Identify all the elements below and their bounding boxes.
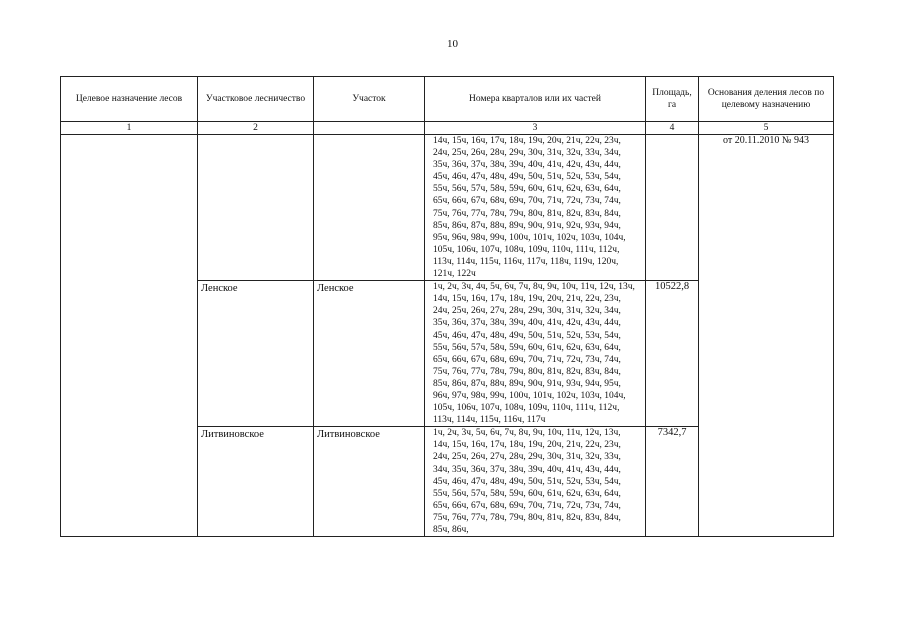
header-quarters: Номера кварталов или их частей (425, 77, 646, 122)
header-forestry: Участковое лесничество (198, 77, 314, 122)
area-cell: 7342,7 (646, 427, 699, 537)
page-number: 10 (447, 38, 458, 50)
basis-cell: от 20.11.2010 № 943 (699, 135, 834, 537)
header-row (61, 77, 834, 122)
column-number: 1 (61, 122, 198, 135)
forestry-cell: Ленское (198, 281, 314, 427)
header-plot: Участок (314, 77, 425, 122)
header-purpose: Целевое назначение лесов (61, 77, 198, 122)
area-cell (646, 135, 699, 281)
column-number: 5 (699, 122, 834, 135)
column-number: 2 (198, 122, 314, 135)
header-area: Площадь, га (646, 77, 699, 122)
header-basis: Основания деления лесов по целевому назначению (699, 77, 834, 122)
plot-cell: Ленское (314, 281, 425, 427)
column-number-empty (314, 122, 425, 135)
quarters-cell: 1ч, 2ч, 3ч, 4ч, 5ч, 6ч, 7ч, 8ч, 9ч, 10ч, 11ч, 12ч, 13ч, 14ч, 15ч, 16ч, 17ч, 18ч, 19ч, 20ч, 21ч, 22ч, 23ч, 24ч, 25ч, 26ч, 27ч, 28ч, 29ч, 30ч, 31ч, 32ч, 34ч, 35ч, 36ч, 37ч, 38ч, 39ч, 40ч, 41ч, 42ч, 43ч, 44ч, 45ч, 46ч, 47ч, 48ч, 49ч, 50ч, 51ч, 52ч, 53ч, 54ч, 55ч, 56ч, 57ч, 58ч, 59ч, 60ч, 61ч, 62ч, 63ч, 64ч, 65ч, 66ч, 67ч, 68ч, 69ч, 70ч, 71ч, 72ч, 73ч, 74ч, 75ч, 76ч, 77ч, 78ч, 79ч, 80ч, 81ч, 82ч, 83ч, 84ч, 85ч, 86ч, 87ч, 88ч, 89ч, 90ч, 91ч, 93ч, 94ч, 95ч, 96ч, 97ч, 98ч, 99ч, 100ч, 101ч, 102ч, 103ч, 104ч, 105ч, 106ч, 107ч, 108ч, 109ч, 110ч, 111ч, 112ч, 113ч, 114ч, 115ч, 116ч, 117ч (425, 281, 646, 427)
purpose-cell (61, 135, 198, 537)
quarters-cell: 1ч, 2ч, 3ч, 5ч, 6ч, 7ч, 8ч, 9ч, 10ч, 11ч, 12ч, 13ч, 14ч, 15ч, 16ч, 17ч, 18ч, 19ч, 20ч, 21ч, 22ч, 23ч, 24ч, 25ч, 26ч, 27ч, 28ч, 29ч, 30ч, 31ч, 32ч, 33ч, 34ч, 35ч, 36ч, 37ч, 38ч, 39ч, 40ч, 41ч, 43ч, 44ч, 45ч, 46ч, 47ч, 48ч, 49ч, 50ч, 51ч, 52ч, 53ч, 54ч, 55ч, 56ч, 57ч, 58ч, 59ч, 60ч, 61ч, 62ч, 63ч, 64ч, 65ч, 66ч, 67ч, 68ч, 69ч, 70ч, 71ч, 72ч, 73ч, 74ч, 75ч, 76ч, 77ч, 78ч, 79ч, 80ч, 81ч, 82ч, 83ч, 84ч, 85ч, 86ч, (425, 427, 646, 537)
forestry-cell (198, 135, 314, 281)
area-cell: 10522,8 (646, 281, 699, 427)
column-number-row (61, 122, 834, 135)
plot-cell: Литвиновское (314, 427, 425, 537)
forestry-cell: Литвиновское (198, 427, 314, 537)
table-row (61, 135, 834, 281)
forest-purpose-table (60, 76, 834, 537)
column-number: 3 (425, 122, 646, 135)
column-number: 4 (646, 122, 699, 135)
plot-cell (314, 135, 425, 281)
quarters-cell: 14ч, 15ч, 16ч, 17ч, 18ч, 19ч, 20ч, 21ч, 22ч, 23ч, 24ч, 25ч, 26ч, 28ч, 29ч, 30ч, 31ч, 32ч, 33ч, 34ч, 35ч, 36ч, 37ч, 38ч, 39ч, 40ч, 41ч, 42ч, 43ч, 44ч, 45ч, 46ч, 47ч, 48ч, 49ч, 50ч, 51ч, 52ч, 53ч, 54ч, 55ч, 56ч, 57ч, 58ч, 59ч, 60ч, 61ч, 62ч, 63ч, 64ч, 65ч, 66ч, 67ч, 68ч, 69ч, 70ч, 71ч, 72ч, 73ч, 74ч, 75ч, 76ч, 77ч, 78ч, 79ч, 80ч, 81ч, 82ч, 83ч, 84ч, 85ч, 86ч, 87ч, 88ч, 89ч, 90ч, 91ч, 92ч, 93ч, 94ч, 95ч, 96ч, 98ч, 99ч, 100ч, 101ч, 102ч, 103ч, 104ч, 105ч, 106ч, 107ч, 108ч, 109ч, 110ч, 111ч, 112ч, 113ч, 114ч, 115ч, 116ч, 117ч, 118ч, 119ч, 120ч, 121ч, 122ч (425, 135, 646, 281)
